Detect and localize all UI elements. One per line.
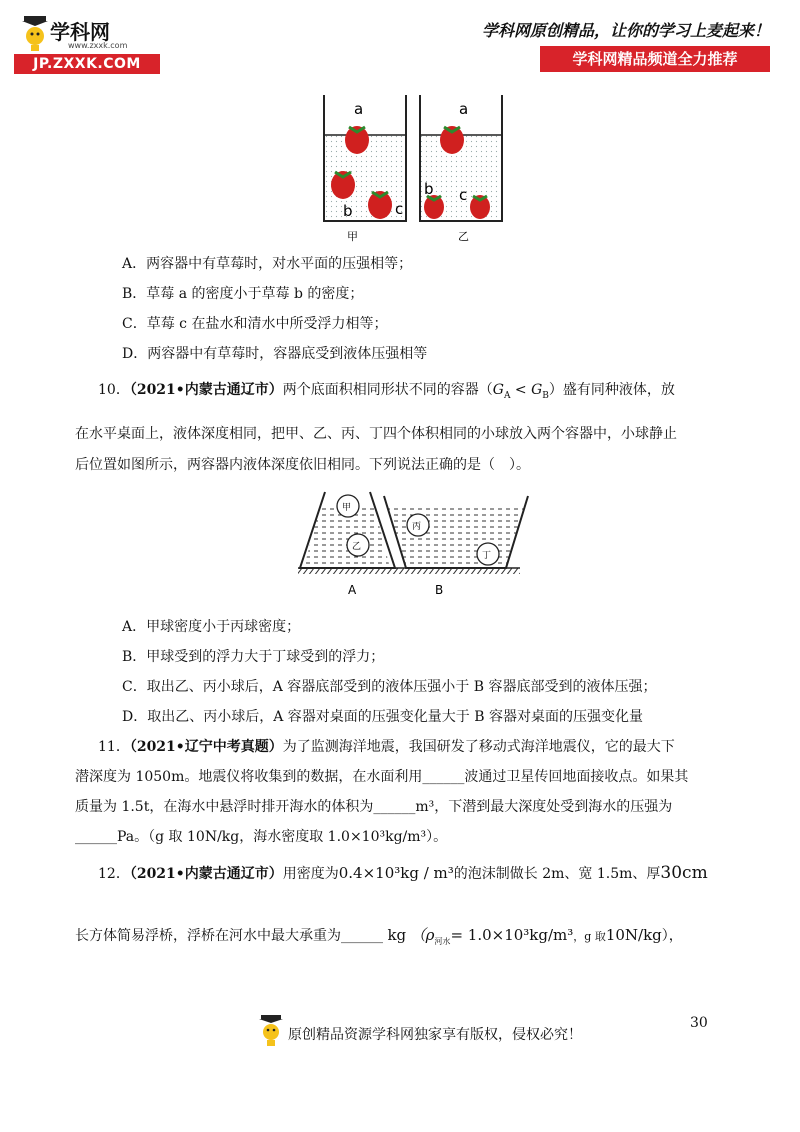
caption-yi: 乙	[458, 230, 469, 243]
recommend-banner: 学科网精品频道全力推荐	[540, 46, 770, 72]
q12-stem-line2: 长方体简易浮桥，浮桥在河水中最大承重为______ kg （$\rho_{河水}= 1.0\times 10^3kg/m^3$，g 取10N/kg），	[75, 926, 683, 946]
q10-stem-line1	[98, 380, 675, 406]
strawberry-c-right	[470, 195, 490, 219]
q12-stem-line1: 12．（2021•内蒙古通辽市）用密度为0.4×10³kg / m³的泡沫制做长 2m、宽 1.5m、厚30cm	[98, 863, 708, 883]
label-c-right: c	[459, 186, 468, 204]
svg-text:丙: 丙	[412, 522, 422, 532]
footer-mascot-icon	[258, 1014, 284, 1048]
q10-option-c: C．取出乙、丙小球后，A 容器底部受到的液体压强小于 B 容器底部受到的液体压强；	[122, 679, 657, 695]
svg-text:甲: 甲	[342, 503, 352, 513]
q11-stem-line2: 潜深度为 1050m。地震仪将收集到的数据，在水面利用______波通过卫星传回地面接收点。如果其	[75, 769, 689, 785]
label-b-left: b	[343, 202, 353, 220]
label-b-right: b	[424, 180, 434, 198]
q10-option-b: B．甲球受到的浮力大于丁球受到的浮力；	[122, 649, 385, 665]
q11-source: （2021•辽宁中考真题）	[129, 739, 283, 755]
strawberry-a-left	[345, 126, 369, 154]
strawberry-b-right	[424, 195, 444, 219]
q9-option-a: A．两容器中有草莓时，对水平面的压强相等；	[122, 256, 413, 272]
ground	[298, 568, 520, 574]
q11-stem-line4: ______Pa。（g 取 10N/kg，海水密度取 1.0×10³kg/m³）。	[75, 829, 448, 845]
q12-thickness: 30cm	[660, 863, 708, 883]
label-a-right: a	[459, 100, 469, 118]
svg-text:乙: 乙	[352, 542, 362, 552]
label-container-a: A	[348, 583, 357, 597]
q10-source: （2021•内蒙古通辽市）	[129, 382, 283, 398]
q10-stem-line3: 后位置如图所示，两容器内液体深度依旧相同。下列说法正确的是（ ）。	[75, 457, 530, 473]
q10-option-a: A．甲球密度小于丙球密度；	[122, 619, 301, 635]
label-container-b: B	[435, 583, 444, 597]
q9-option-c: C．草莓 c 在盐水和清水中所受浮力相等；	[122, 316, 388, 332]
q12-unit: kg	[387, 926, 407, 944]
q12-density: 0.4×10³kg / m³	[338, 864, 454, 882]
caption-jia: 甲	[347, 230, 358, 243]
q10-option-d: D．取出乙、丙小球后，A 容器对桌面的压强变化量大于 B 容器对桌面的压强变化量	[122, 709, 643, 725]
page-number: 30	[690, 1015, 708, 1031]
q11-stem-line3: 质量为 1.5t，在海水中悬浮时排开海水的体积为______m³，下潜到最大深度处受到海水的压强为	[75, 799, 673, 815]
site-logo	[10, 14, 160, 74]
copyright-notice: 原创精品资源学科网独家享有版权，侵权必究！	[288, 1027, 582, 1043]
svg-text:丁: 丁	[482, 551, 492, 561]
q12-source: （2021•内蒙古通辽市）	[129, 866, 283, 882]
q10-text-end: ）盛有同种液体，放	[548, 382, 675, 398]
strawberry-c-left	[368, 191, 392, 219]
q9-option-b: B．草莓 a 的密度小于草莓 b 的密度；	[122, 286, 364, 302]
label-a-left: a	[354, 100, 364, 118]
logo-title: 学科网	[50, 20, 110, 44]
q10-formula: $G_A < G_B$	[492, 382, 549, 401]
q10-number: 10．	[98, 382, 130, 398]
logo-url[interactable]: JP.ZXXK.COM	[14, 54, 160, 74]
label-c-left: c	[395, 200, 404, 218]
strawberry-a-right	[440, 126, 464, 154]
q10-stem-line2: 在水平桌面上，液体深度相同，把甲、乙、丙、丁四个体积相同的小球放入两个容器中，小球静止	[75, 426, 677, 442]
strawberry-b-left	[331, 171, 355, 199]
q9-option-d: D．两容器中有草莓时，容器底受到液体压强相等	[122, 346, 428, 362]
mascot-icon	[20, 14, 50, 54]
q10-text: 两个底面积相同形状不同的容器（	[282, 382, 493, 398]
logo-subtitle: www.zxxk.com	[68, 41, 128, 50]
slogan: 学科网原创精品，让你的学习上麦起来！	[481, 21, 770, 40]
container-ball-figure	[290, 488, 530, 600]
strawberry-figure	[300, 90, 530, 250]
q11-stem-line1: 11．（2021•辽宁中考真题）为了监测海洋地震，我国研发了移动式海洋地震仪，它的最大下	[98, 739, 675, 755]
